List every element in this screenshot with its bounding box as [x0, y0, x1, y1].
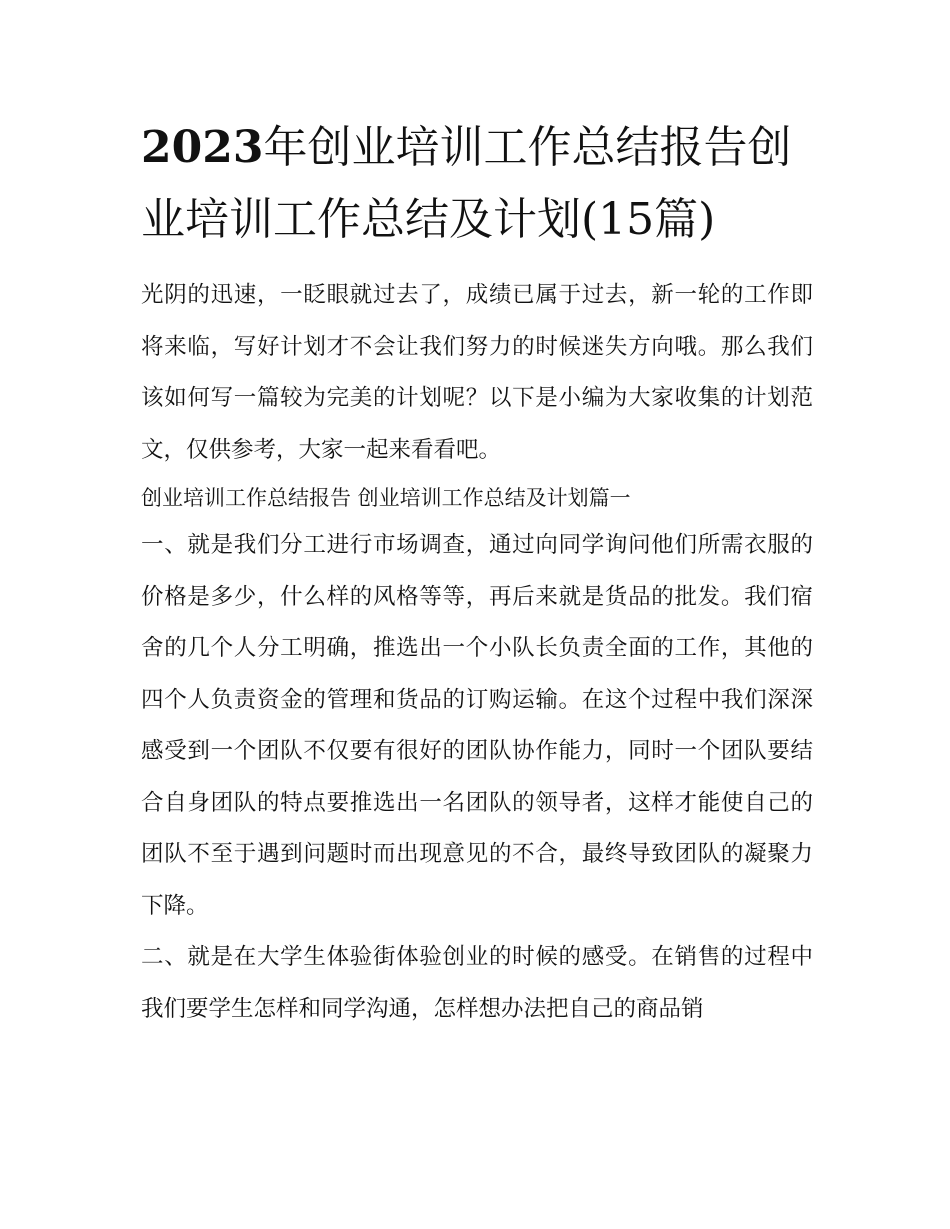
document-content — [141, 270, 813, 1035]
intro-paragraph: 光阴的迅速，一眨眼就过去了，成绩已属于过去，新一轮的工作即将来临，写好计划才不会让我们努力的时候迷失方向哦。那么我们该如何写一篇较为完美的计划呢？以下是小编为大家收集的计划范文，仅供参考，大家一起来看看吧。 — [141, 282, 813, 463]
document-body — [141, 112, 813, 1035]
section-heading: 创业培训工作总结报告 创业培训工作总结及计划篇一 — [141, 486, 631, 510]
paragraph-1: 一、就是我们分工进行市场调查，通过向同学询问他们所需衣服的价格是多少，什么样的风格等等，再后来就是货品的批发。我们宿舍的几个人分工明确，推选出一个小队长负责全面的工作，其他的四个人负责资金的管理和货品的订购运输。在这个过程中我们深深感受到一个团队不仅要有很好的团队协作能力，同时一个团队要结合自身团队的特点要推选出一名团队的领导者，这样才能使自己的团队不至于遇到问题时而出现意见的不合，最终导致团队的凝聚力下降。 — [141, 532, 813, 919]
document-title — [141, 112, 813, 256]
paragraph-2: 二、就是在大学生体验街体验创业的时候的感受。在销售的过程中我们要学生怎样和同学沟通，怎样想办法把自己的商品销 — [141, 944, 813, 1022]
title-text: 年创业培训工作总结报告创业培训工作总结及计划(15篇) — [141, 122, 792, 245]
title-year: 2023 — [141, 122, 264, 173]
